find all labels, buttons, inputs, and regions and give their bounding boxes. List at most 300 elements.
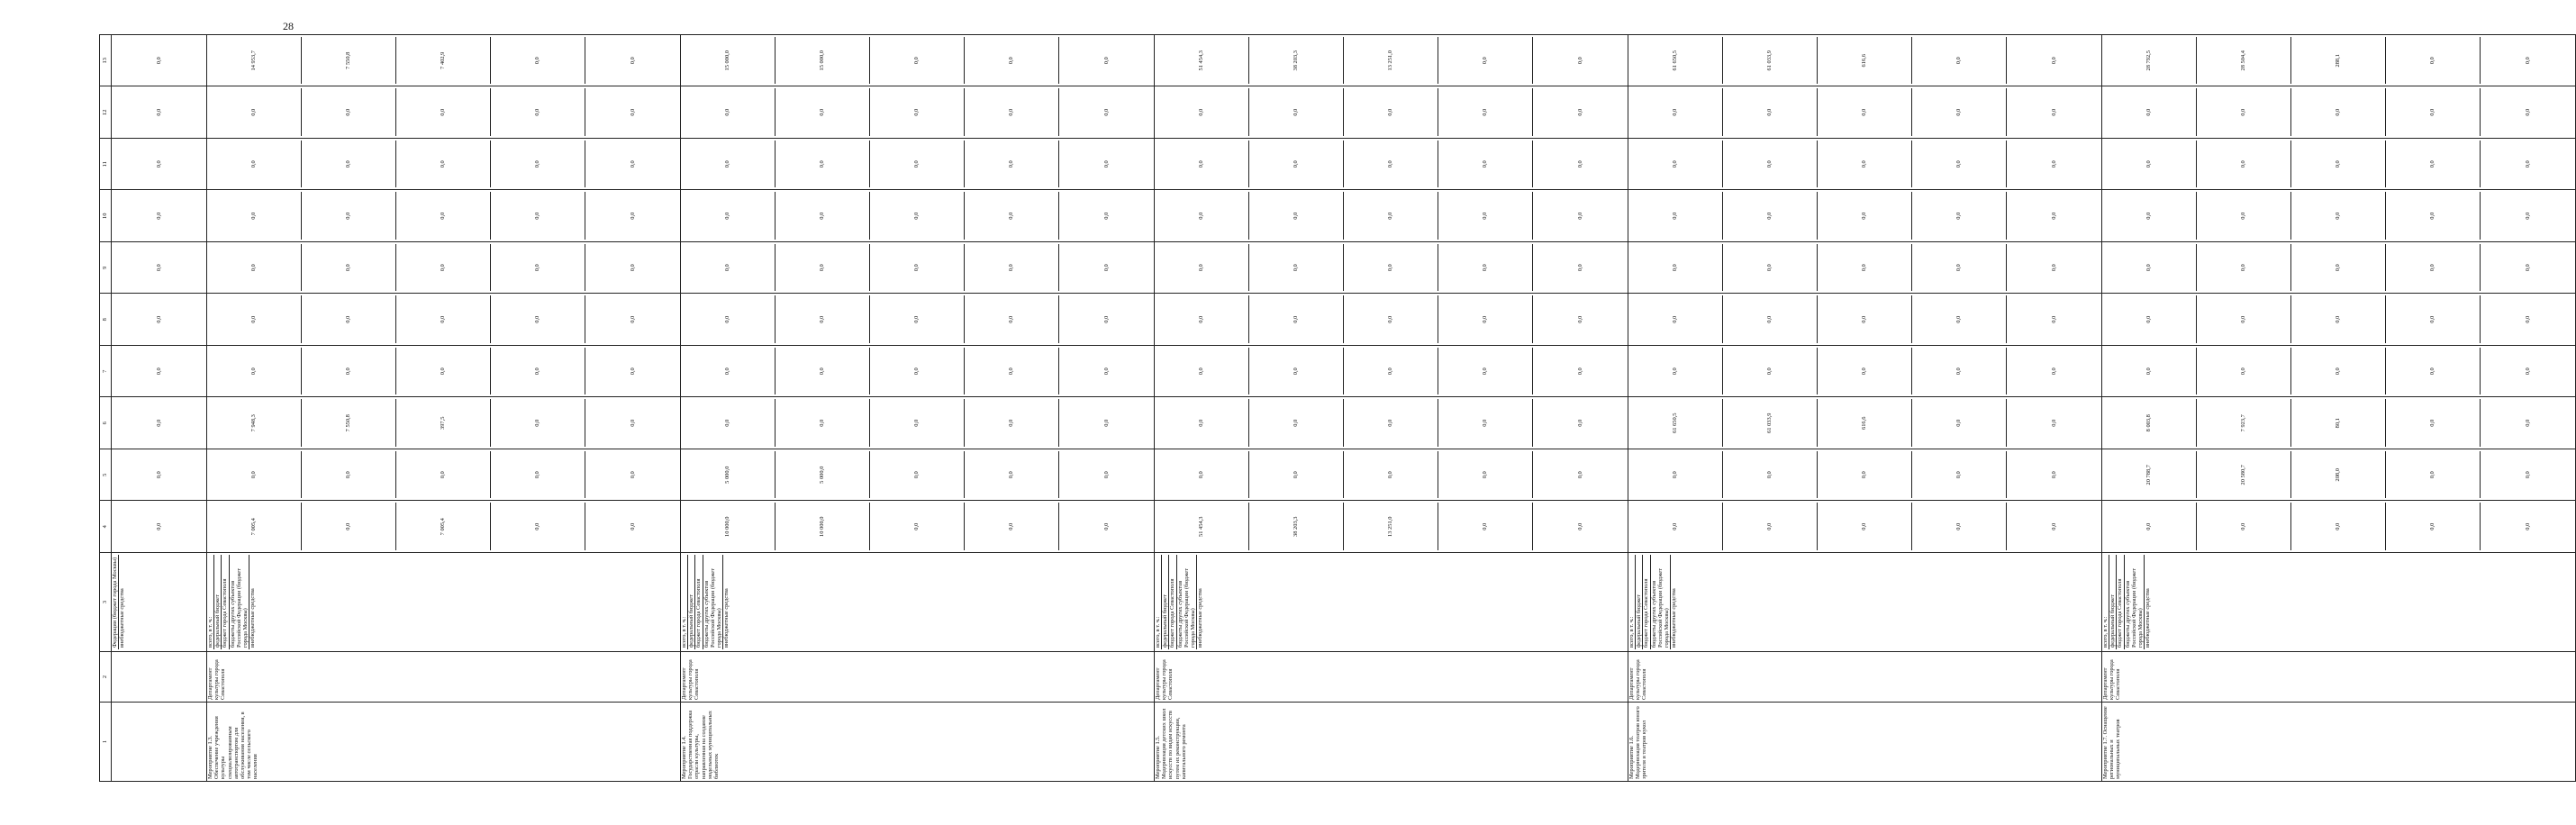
funding-source-label: внебюджетные средства bbox=[119, 588, 126, 648]
amount-value: 0,0 bbox=[629, 522, 636, 530]
amount-value: 0,0 bbox=[1912, 89, 2007, 137]
amount-value: 0,0 bbox=[1249, 296, 1344, 344]
amount-value: 15 000,0 bbox=[776, 37, 870, 85]
amount-value: 5 000,0 bbox=[776, 451, 870, 499]
amount-value: 0,0 bbox=[1344, 400, 1438, 448]
amount-value: 0,0 bbox=[681, 400, 776, 448]
funding-source-label: федеральный бюджет bbox=[1636, 555, 1643, 649]
amount-value: 0,0 bbox=[2386, 451, 2481, 499]
amount-value: 0,0 bbox=[1249, 193, 1344, 240]
amount-value: 0,0 bbox=[965, 348, 1059, 395]
amount-value: 0,0 bbox=[1155, 89, 1249, 137]
amount-value: 0,0 bbox=[2524, 367, 2531, 376]
amount-value: 0,0 bbox=[1818, 193, 1912, 240]
amount-value: 0,0 bbox=[1628, 296, 1723, 344]
funding-sources bbox=[207, 553, 681, 652]
amount-value: 0,0 bbox=[629, 471, 636, 479]
amount-value: 0,0 bbox=[2524, 522, 2531, 530]
amount-value: 0,0 bbox=[1155, 451, 1249, 499]
amount-column-6 bbox=[1628, 397, 2102, 449]
funding-source-label: федеральный бюджет bbox=[214, 555, 222, 649]
amount-value: 0,0 bbox=[965, 451, 1059, 499]
column-number: 6 bbox=[100, 397, 112, 449]
funding-sources bbox=[2102, 553, 2576, 652]
amount-value: 0,0 bbox=[1628, 503, 1723, 551]
amount-column-8 bbox=[1628, 294, 2102, 346]
activity-row bbox=[1628, 35, 2102, 782]
amount-value: 0,0 bbox=[302, 141, 396, 188]
amount-value: 0,0 bbox=[491, 89, 585, 137]
amount-value: 0,0 bbox=[1576, 57, 1583, 65]
amount-column-4 bbox=[1628, 501, 2102, 553]
amount-value: 7 550,8 bbox=[302, 400, 396, 448]
executor: Департамент культуры города Севастополя bbox=[1155, 652, 1628, 703]
amount-value: 0,0 bbox=[155, 212, 162, 220]
amount-value: 0,0 bbox=[2197, 89, 2291, 137]
amount-value: 14 953,7 bbox=[207, 37, 302, 85]
column-number: 8 bbox=[100, 294, 112, 346]
amount-value: 0,0 bbox=[491, 503, 585, 551]
activity-name: Мероприятие 1.6. Модернизация театров юного зрителя и театров кукол bbox=[1628, 703, 2102, 782]
amount-value: 0,0 bbox=[1818, 89, 1912, 137]
amount-value: 0,0 bbox=[396, 451, 491, 499]
amount-value: 0,0 bbox=[302, 244, 396, 292]
funding-source-label: бюджет города Севастополя bbox=[1643, 555, 1650, 649]
amount-value: 0,0 bbox=[965, 89, 1059, 137]
executor: Департамент культуры города Севастополя bbox=[1628, 652, 2102, 703]
amount-value: 0,0 bbox=[1438, 193, 1533, 240]
amount-value: 0,0 bbox=[491, 141, 585, 188]
amount-value: 0,0 bbox=[2386, 37, 2481, 85]
amount-column-6 bbox=[112, 397, 207, 449]
amount-value: 0,0 bbox=[491, 244, 585, 292]
amount-column-10 bbox=[207, 190, 681, 242]
amount-value: 0,0 bbox=[1912, 296, 2007, 344]
amount-value: 0,0 bbox=[1576, 419, 1583, 427]
amount-value: 0,0 bbox=[207, 244, 302, 292]
amount-value: 0,0 bbox=[629, 108, 636, 116]
amount-value: 0,0 bbox=[1102, 57, 1110, 65]
amount-value: 0,0 bbox=[629, 315, 636, 323]
amount-column-7 bbox=[681, 346, 1155, 398]
amount-value: 0,0 bbox=[2197, 193, 2291, 240]
amount-column-12 bbox=[1155, 86, 1628, 139]
amount-value: 7 948,3 bbox=[207, 400, 302, 448]
funding-source-label: бюджет города Севастополя bbox=[695, 555, 703, 649]
amount-value: 0,0 bbox=[1912, 348, 2007, 395]
amount-value: 0,0 bbox=[2291, 296, 2386, 344]
amount-value: 0,0 bbox=[396, 244, 491, 292]
amount-value: 0,0 bbox=[2102, 503, 2197, 551]
amount-value: 0,0 bbox=[1818, 141, 1912, 188]
amount-column-10 bbox=[2102, 190, 2576, 242]
amount-value: 0,0 bbox=[2102, 141, 2197, 188]
executor: Департамент культуры города Севастополя bbox=[2102, 652, 2576, 703]
amount-value: 0,0 bbox=[1723, 348, 1818, 395]
amount-value: 0,0 bbox=[302, 193, 396, 240]
amount-value: 0,0 bbox=[1576, 108, 1583, 116]
amount-value: 0,0 bbox=[302, 89, 396, 137]
amount-value: 0,0 bbox=[1723, 193, 1818, 240]
amount-column-6 bbox=[1155, 397, 1628, 449]
amount-value: 10 000,0 bbox=[776, 503, 870, 551]
amount-column-8 bbox=[1155, 294, 1628, 346]
amount-value: 0,0 bbox=[1155, 400, 1249, 448]
funding-source-label: бюджеты других субъектов Российской Федерации (бюджет города Москвы) bbox=[230, 555, 250, 649]
amount-value: 0,0 bbox=[207, 193, 302, 240]
funding-source-label: федеральный бюджет bbox=[688, 555, 695, 649]
funding-sources bbox=[112, 553, 207, 652]
amount-value: 5 000,0 bbox=[681, 451, 776, 499]
amount-value: 0,0 bbox=[776, 400, 870, 448]
amount-value: 0,0 bbox=[776, 193, 870, 240]
amount-column-5 bbox=[112, 449, 207, 502]
amount-value: 0,0 bbox=[155, 108, 162, 116]
amount-value: 0,0 bbox=[2050, 367, 2057, 376]
amount-value: 0,0 bbox=[491, 400, 585, 448]
amount-value: 0,0 bbox=[2050, 419, 2057, 427]
amount-value: 0,0 bbox=[1438, 348, 1533, 395]
empty-cell bbox=[112, 703, 207, 782]
column-number: 2 bbox=[100, 652, 112, 703]
amount-value: 0,0 bbox=[1723, 451, 1818, 499]
amount-value: 0,0 bbox=[2102, 193, 2197, 240]
amount-value: 0,0 bbox=[870, 503, 965, 551]
amount-column-12 bbox=[1628, 86, 2102, 139]
amount-column-11 bbox=[207, 139, 681, 191]
activity-name: Мероприятие 1.5. Модернизация детских школ искусств по видам искусств путем их реконструкции, капитального ремонта bbox=[1155, 703, 1628, 782]
executor: Департамент культуры города Севастополя bbox=[681, 652, 1155, 703]
amount-value: 0,0 bbox=[2524, 419, 2531, 427]
amount-value: 0,0 bbox=[1344, 244, 1438, 292]
amount-value: 0,0 bbox=[2050, 212, 2057, 220]
amount-column-12 bbox=[112, 86, 207, 139]
amount-value: 0,0 bbox=[2197, 348, 2291, 395]
funding-source-label: Федерации (бюджет города Москвы) bbox=[112, 555, 119, 649]
amount-value: 7 550,8 bbox=[302, 37, 396, 85]
amount-value: 51 454,3 bbox=[1155, 503, 1249, 551]
amount-value: 0,0 bbox=[155, 367, 162, 376]
amount-value: 0,0 bbox=[155, 57, 162, 65]
amount-value: 0,0 bbox=[870, 348, 965, 395]
amount-value: 38 203,3 bbox=[1249, 37, 1344, 85]
amount-value: 0,0 bbox=[681, 89, 776, 137]
amount-value: 0,0 bbox=[870, 89, 965, 137]
financing-table bbox=[99, 34, 2576, 782]
amount-value: 0,0 bbox=[155, 315, 162, 323]
funding-source-label: внебюджетные средства bbox=[249, 588, 257, 648]
amount-value: 0,0 bbox=[681, 141, 776, 188]
amount-value: 0,0 bbox=[1344, 193, 1438, 240]
amount-value: 0,0 bbox=[1438, 244, 1533, 292]
amount-value: 0,0 bbox=[1438, 451, 1533, 499]
amount-value: 0,0 bbox=[2386, 141, 2481, 188]
column-number-row bbox=[100, 35, 112, 782]
amount-column-13 bbox=[2102, 35, 2576, 87]
activity-row bbox=[2102, 35, 2576, 782]
amount-value: 0,0 bbox=[2102, 244, 2197, 292]
amount-value: 0,0 bbox=[629, 419, 636, 427]
amount-value: 0,0 bbox=[2524, 57, 2531, 65]
amount-value: 0,0 bbox=[1155, 141, 1249, 188]
amount-column-13 bbox=[112, 35, 207, 87]
amount-value: 0,0 bbox=[870, 244, 965, 292]
amount-value: 0,0 bbox=[1102, 522, 1110, 530]
amount-value: 0,0 bbox=[1344, 451, 1438, 499]
activity-name: Мероприятие 1.7. Оснащение региональных и муниципальных театров bbox=[2102, 703, 2576, 782]
amount-value: 0,0 bbox=[2291, 193, 2386, 240]
amount-value: 0,0 bbox=[1438, 503, 1533, 551]
amount-value: 10 000,0 bbox=[681, 503, 776, 551]
column-number: 10 bbox=[100, 190, 112, 242]
amount-column-10 bbox=[1628, 190, 2102, 242]
amount-column-13 bbox=[681, 35, 1155, 87]
amount-value: 0,0 bbox=[1438, 400, 1533, 448]
amount-value: 0,0 bbox=[2386, 348, 2481, 395]
amount-value: 0,0 bbox=[1438, 141, 1533, 188]
amount-value: 0,0 bbox=[155, 264, 162, 272]
amount-value: 208,0 bbox=[2291, 451, 2386, 499]
amount-value: 0,0 bbox=[1912, 141, 2007, 188]
amount-column-7 bbox=[1155, 346, 1628, 398]
amount-value: 0,0 bbox=[965, 37, 1059, 85]
amount-value: 0,0 bbox=[965, 244, 1059, 292]
amount-column-4 bbox=[2102, 501, 2576, 553]
amount-column-8 bbox=[207, 294, 681, 346]
amount-value: 0,0 bbox=[155, 160, 162, 168]
amount-column-4 bbox=[112, 501, 207, 553]
amount-value: 0,0 bbox=[965, 296, 1059, 344]
amount-column-11 bbox=[2102, 139, 2576, 191]
amount-column-11 bbox=[1155, 139, 1628, 191]
funding-source-label: бюджеты других субъектов Российской Федерации (бюджет города Москвы) bbox=[1651, 555, 1672, 649]
amount-value: 0,0 bbox=[1818, 296, 1912, 344]
amount-column-11 bbox=[681, 139, 1155, 191]
funding-source-label: внебюджетные средства bbox=[723, 588, 730, 648]
amount-column-4 bbox=[681, 501, 1155, 553]
activity-name: Мероприятие 1.4. Государственная поддержка отрасли культуры, направленная на создание модельных муниципальных библиотек bbox=[681, 703, 1155, 782]
amount-value: 0,0 bbox=[681, 348, 776, 395]
amount-column-11 bbox=[1628, 139, 2102, 191]
amount-column-4 bbox=[1155, 501, 1628, 553]
amount-column-12 bbox=[207, 86, 681, 139]
amount-column-7 bbox=[1628, 346, 2102, 398]
amount-value: 0,0 bbox=[2291, 503, 2386, 551]
amount-value: 0,0 bbox=[491, 37, 585, 85]
amount-value: 0,0 bbox=[2050, 315, 2057, 323]
amount-value: 0,0 bbox=[1344, 348, 1438, 395]
funding-source-label: всего, в т. ч.: bbox=[681, 555, 688, 649]
amount-value: 0,0 bbox=[2102, 348, 2197, 395]
column-number: 5 bbox=[100, 449, 112, 502]
amount-value: 0,0 bbox=[1628, 89, 1723, 137]
amount-value: 0,0 bbox=[2291, 244, 2386, 292]
amount-value: 61 033,9 bbox=[1723, 37, 1818, 85]
amount-value: 0,0 bbox=[1249, 400, 1344, 448]
amount-column-9 bbox=[112, 242, 207, 295]
amount-value: 0,0 bbox=[2524, 160, 2531, 168]
amount-value: 0,0 bbox=[1102, 160, 1110, 168]
amount-value: 0,0 bbox=[1576, 315, 1583, 323]
amount-value: 38 203,3 bbox=[1249, 503, 1344, 551]
amount-value: 0,0 bbox=[1249, 89, 1344, 137]
amount-value: 0,0 bbox=[1344, 141, 1438, 188]
amount-value: 0,0 bbox=[2050, 57, 2057, 65]
amount-column-7 bbox=[207, 346, 681, 398]
amount-value: 0,0 bbox=[207, 296, 302, 344]
funding-sources bbox=[1628, 553, 2102, 652]
amount-column-9 bbox=[1155, 242, 1628, 295]
amount-value: 0,0 bbox=[302, 348, 396, 395]
amount-value: 0,0 bbox=[302, 451, 396, 499]
amount-value: 616,6 bbox=[1818, 37, 1912, 85]
amount-value: 0,0 bbox=[629, 367, 636, 376]
amount-column-9 bbox=[681, 242, 1155, 295]
amount-value: 0,0 bbox=[965, 193, 1059, 240]
amount-column-5 bbox=[207, 449, 681, 502]
amount-value: 28 792,5 bbox=[2102, 37, 2197, 85]
amount-value: 0,0 bbox=[2524, 264, 2531, 272]
amount-value: 0,0 bbox=[155, 419, 162, 427]
amount-value: 0,0 bbox=[2386, 503, 2481, 551]
amount-value: 0,0 bbox=[681, 296, 776, 344]
amount-value: 20 788,7 bbox=[2102, 451, 2197, 499]
amount-value: 0,0 bbox=[1723, 141, 1818, 188]
amount-value: 0,0 bbox=[1818, 244, 1912, 292]
amount-value: 0,0 bbox=[1249, 244, 1344, 292]
amount-value: 0,0 bbox=[1249, 451, 1344, 499]
amount-column-10 bbox=[1155, 190, 1628, 242]
amount-value: 0,0 bbox=[2197, 141, 2291, 188]
amount-column-5 bbox=[2102, 449, 2576, 502]
activity-row bbox=[681, 35, 1155, 782]
amount-column-12 bbox=[681, 86, 1155, 139]
amount-value: 0,0 bbox=[155, 522, 162, 530]
amount-value: 0,0 bbox=[1818, 503, 1912, 551]
amount-value: 0,0 bbox=[1155, 193, 1249, 240]
amount-value: 0,0 bbox=[1723, 296, 1818, 344]
amount-value: 0,0 bbox=[2050, 471, 2057, 479]
amount-value: 0,0 bbox=[776, 348, 870, 395]
amount-value: 0,0 bbox=[1438, 37, 1533, 85]
column-number: 4 bbox=[100, 501, 112, 553]
amount-value: 0,0 bbox=[1344, 89, 1438, 137]
amount-column-5 bbox=[1155, 449, 1628, 502]
continuation-row bbox=[112, 35, 207, 782]
amount-value: 0,0 bbox=[207, 89, 302, 137]
amount-value: 0,0 bbox=[207, 451, 302, 499]
amount-column-9 bbox=[207, 242, 681, 295]
amount-value: 0,0 bbox=[1912, 400, 2007, 448]
amount-value: 288,1 bbox=[2291, 37, 2386, 85]
funding-source-label: всего, в т. ч.: bbox=[1155, 555, 1162, 649]
amount-value: 0,0 bbox=[2524, 471, 2531, 479]
amount-value: 0,0 bbox=[965, 503, 1059, 551]
amount-value: 61 033,9 bbox=[1723, 400, 1818, 448]
amount-value: 0,0 bbox=[1102, 471, 1110, 479]
funding-source-label: внебюджетные средства bbox=[1671, 588, 1678, 648]
amount-value: 0,0 bbox=[2291, 141, 2386, 188]
amount-value: 0,0 bbox=[1102, 367, 1110, 376]
amount-value: 0,0 bbox=[2386, 89, 2481, 137]
funding-source-label: бюджеты других субъектов Российской Федерации (бюджет города Москвы) bbox=[1177, 555, 1198, 649]
funding-source-label: бюджет города Севастополя bbox=[222, 555, 229, 649]
amount-value: 0,0 bbox=[1576, 212, 1583, 220]
amount-column-10 bbox=[681, 190, 1155, 242]
funding-source-label: всего, в т. ч.: bbox=[2102, 555, 2109, 649]
amount-value: 0,0 bbox=[155, 471, 162, 479]
executor: Департамент культуры города Севастополя bbox=[207, 652, 681, 703]
amount-value: 0,0 bbox=[1628, 244, 1723, 292]
amount-value: 61 650,5 bbox=[1628, 37, 1723, 85]
amount-value: 0,0 bbox=[1576, 160, 1583, 168]
amount-value: 0,0 bbox=[491, 348, 585, 395]
funding-source-label: бюджеты других субъектов Российской Федерации (бюджет города Москвы) bbox=[2125, 555, 2145, 649]
amount-value: 0,0 bbox=[2386, 193, 2481, 240]
amount-value: 0,0 bbox=[491, 193, 585, 240]
amount-value: 0,0 bbox=[1628, 193, 1723, 240]
amount-value: 0,0 bbox=[1102, 212, 1110, 220]
amount-value: 0,0 bbox=[2050, 522, 2057, 530]
funding-sources bbox=[1155, 553, 1628, 652]
amount-value: 397,5 bbox=[396, 400, 491, 448]
column-number: 7 bbox=[100, 346, 112, 398]
amount-value: 0,0 bbox=[681, 244, 776, 292]
amount-value: 0,0 bbox=[1344, 296, 1438, 344]
amount-column-11 bbox=[112, 139, 207, 191]
column-number: 3 bbox=[100, 553, 112, 652]
amount-value: 0,0 bbox=[491, 451, 585, 499]
amount-value: 13 251,0 bbox=[1344, 503, 1438, 551]
funding-sources bbox=[681, 553, 1155, 652]
amount-value: 0,0 bbox=[1102, 315, 1110, 323]
amount-value: 0,0 bbox=[2102, 296, 2197, 344]
empty-cell bbox=[112, 652, 207, 703]
amount-value: 0,0 bbox=[1818, 348, 1912, 395]
amount-value: 0,0 bbox=[2102, 89, 2197, 137]
amount-value: 0,0 bbox=[396, 141, 491, 188]
amount-value: 0,0 bbox=[2291, 348, 2386, 395]
amount-value: 0,0 bbox=[207, 141, 302, 188]
amount-column-13 bbox=[207, 35, 681, 87]
amount-column-6 bbox=[2102, 397, 2576, 449]
amount-value: 0,0 bbox=[1912, 244, 2007, 292]
amount-column-8 bbox=[112, 294, 207, 346]
amount-value: 0,0 bbox=[1723, 89, 1818, 137]
amount-column-10 bbox=[112, 190, 207, 242]
amount-value: 20 580,7 bbox=[2197, 451, 2291, 499]
amount-value: 0,0 bbox=[1628, 348, 1723, 395]
funding-source-label: федеральный бюджет bbox=[1162, 555, 1169, 649]
amount-value: 0,0 bbox=[870, 193, 965, 240]
amount-value: 0,0 bbox=[2386, 400, 2481, 448]
table-body bbox=[112, 35, 2576, 782]
amount-value: 0,0 bbox=[2524, 315, 2531, 323]
page-number: 28 bbox=[283, 20, 294, 32]
amount-value: 0,0 bbox=[965, 400, 1059, 448]
amount-value: 0,0 bbox=[2050, 264, 2057, 272]
amount-column-6 bbox=[207, 397, 681, 449]
activity-name: Мероприятие 1.3. Обеспечение учреждения культуры специализированным автотранспортом для обслуживания населения, в том числе сельского населения bbox=[207, 703, 681, 782]
amount-value: 0,0 bbox=[302, 296, 396, 344]
amount-value: 0,0 bbox=[2524, 212, 2531, 220]
amount-value: 15 000,0 bbox=[681, 37, 776, 85]
amount-column-4 bbox=[207, 501, 681, 553]
amount-value: 7 005,4 bbox=[207, 503, 302, 551]
amount-column-7 bbox=[2102, 346, 2576, 398]
amount-value: 0,0 bbox=[629, 264, 636, 272]
amount-value: 0,0 bbox=[2386, 296, 2481, 344]
